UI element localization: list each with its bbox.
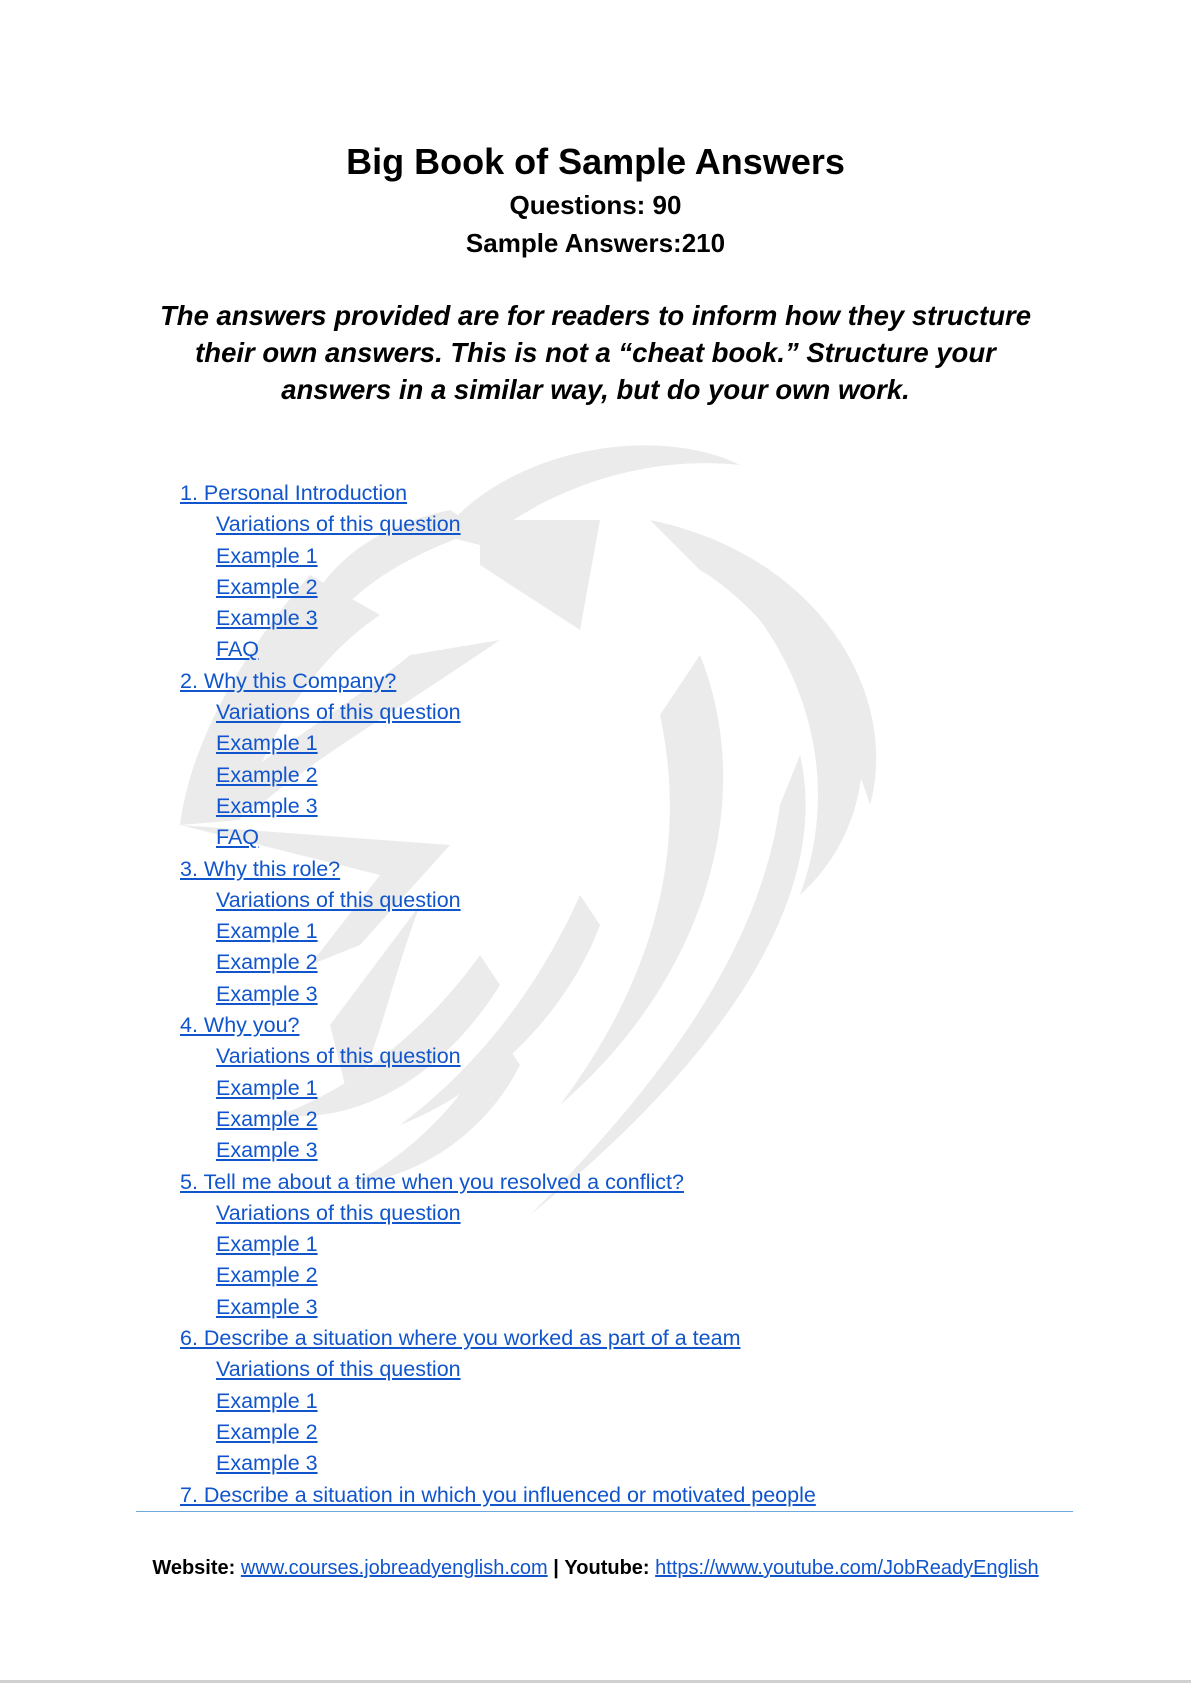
footer bbox=[0, 1554, 1191, 1582]
toc-section-link[interactable]: 7. Describe a situation in which you influenced or motivated people bbox=[180, 1482, 816, 1507]
toc-subsection-link[interactable]: Variations of this question bbox=[216, 887, 461, 912]
website-label: Website: bbox=[152, 1557, 236, 1579]
toc-subsection-link[interactable]: Example 1 bbox=[216, 731, 318, 756]
toc-subsection-link[interactable]: Example 3 bbox=[216, 1138, 318, 1163]
questions-count: Questions: 90 bbox=[509, 190, 682, 220]
toc-subsection-link[interactable]: Example 1 bbox=[216, 1388, 318, 1413]
toc-subsection-link[interactable]: Example 2 bbox=[216, 1419, 318, 1444]
toc-subsection-link[interactable]: Example 2 bbox=[216, 574, 318, 599]
toc-subsection-link[interactable]: Variations of this question bbox=[216, 700, 461, 725]
toc-subsection-link[interactable]: Example 2 bbox=[216, 950, 318, 975]
website-link[interactable]: www.courses.jobreadyenglish.com bbox=[240, 1557, 548, 1579]
toc-subsection-link[interactable]: Example 2 bbox=[216, 762, 318, 787]
toc-section-link[interactable]: 5. Tell me about a time when you resolved a conflict? bbox=[180, 1169, 684, 1194]
toc-subsection-link[interactable]: Example 3 bbox=[216, 1451, 318, 1476]
toc-section-link[interactable]: 2. Why this Company? bbox=[180, 668, 397, 693]
toc-subsection-link[interactable]: Example 2 bbox=[216, 1263, 318, 1288]
toc-subsection-link[interactable]: Example 1 bbox=[216, 543, 318, 568]
toc-subsection-link[interactable]: Example 1 bbox=[216, 1232, 318, 1257]
toc-subsection-link[interactable]: Variations of this question bbox=[216, 1200, 461, 1225]
toc-subsection-link[interactable]: Example 1 bbox=[216, 1075, 318, 1100]
youtube-link[interactable]: https://www.youtube.com/JobReadyEnglish bbox=[655, 1557, 1039, 1579]
document-header bbox=[0, 138, 1191, 262]
toc-section-link[interactable]: 1. Personal Introduction bbox=[180, 481, 408, 505]
document-title: Big Book of Sample Answers bbox=[346, 141, 845, 182]
sample-answers-count: Sample Answers:210 bbox=[465, 228, 726, 258]
toc-subsection-link[interactable]: Example 3 bbox=[216, 981, 318, 1006]
toc-subsection-link[interactable]: Variations of this question bbox=[216, 1044, 461, 1069]
toc-subsection-link[interactable]: Example 1 bbox=[216, 919, 318, 944]
toc-subsection-link[interactable]: Variations of this question bbox=[216, 512, 461, 537]
toc-subsection-link[interactable]: Variations of this question bbox=[216, 1357, 461, 1382]
toc-subsection-link[interactable]: Example 3 bbox=[216, 1294, 318, 1319]
toc-section-link[interactable]: 6. Describe a situation where you worked as part of a team bbox=[180, 1326, 741, 1351]
youtube-label: Youtube: bbox=[564, 1557, 650, 1579]
toc-section-link[interactable]: 3. Why this role? bbox=[180, 856, 341, 881]
footer-divider bbox=[136, 1511, 1073, 1512]
toc-subsection-link[interactable]: Example 3 bbox=[216, 606, 318, 631]
toc-subsection-link[interactable]: FAQ bbox=[216, 825, 260, 850]
toc-section-link[interactable]: 4. Why you? bbox=[180, 1013, 300, 1038]
footer-separator: | bbox=[553, 1557, 559, 1579]
toc-subsection-link[interactable]: FAQ bbox=[216, 637, 260, 662]
toc-subsection-link[interactable]: Example 3 bbox=[216, 793, 318, 818]
toc-subsection-link[interactable]: Example 2 bbox=[216, 1106, 318, 1131]
disclaimer-text: The answers provided are for readers to inform how they structure their own answers. This is not a “cheat book.” Structure your answers in a similar way, but do your own work. bbox=[159, 300, 1032, 405]
table-of-contents bbox=[180, 478, 816, 1511]
